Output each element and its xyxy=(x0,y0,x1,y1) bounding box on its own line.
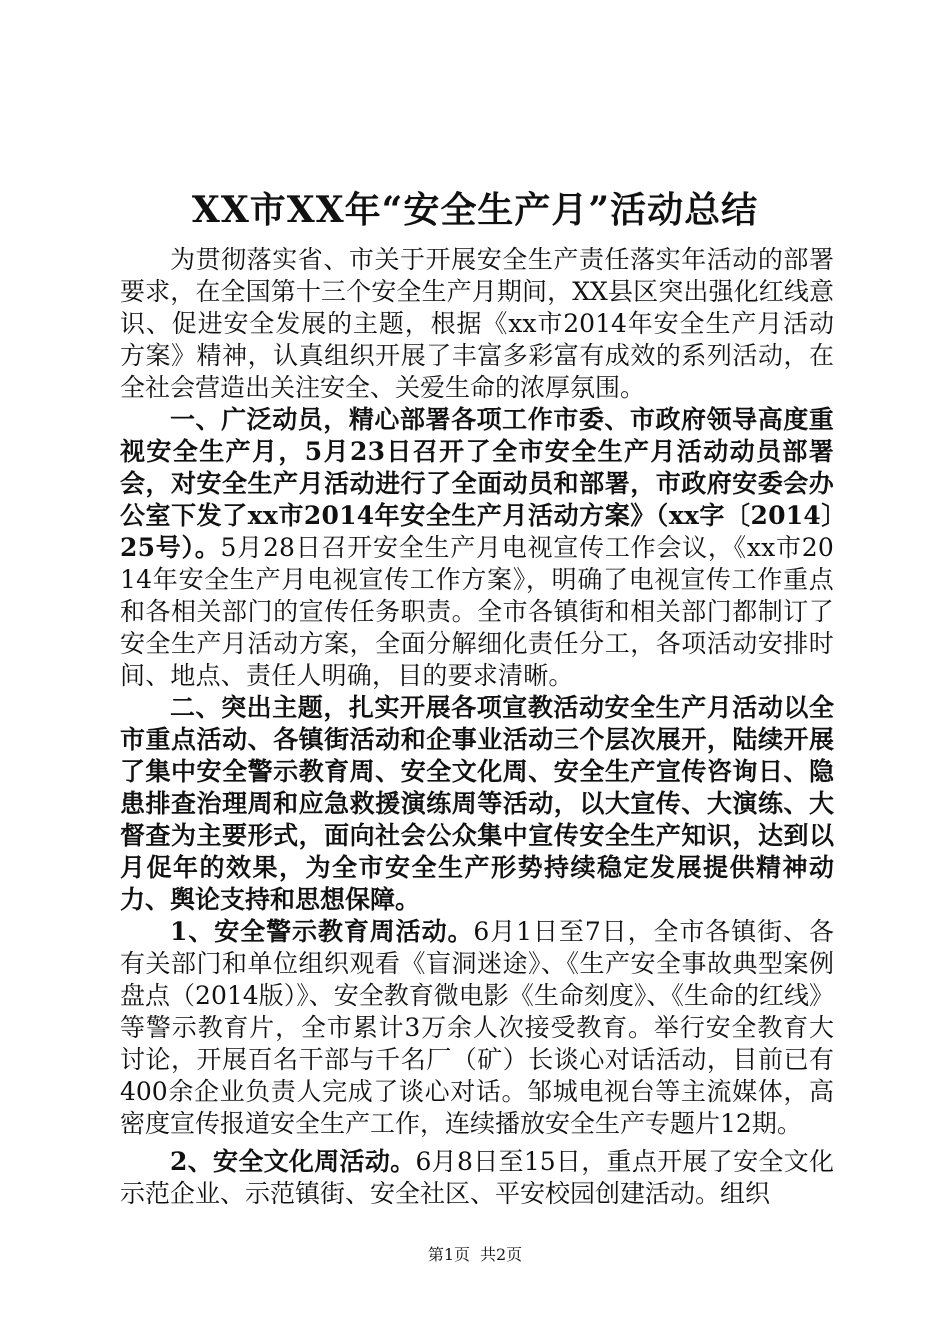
paragraph-section-2 xyxy=(120,692,834,916)
paragraph-section-1-continued: 5月28日召开安全生产月电视宣传工作会议，《xx市2014年安全生产月电视宣传工作方案》，明确了电视宣传工作重点和各相关部门的宣传任务职责。全市各镇街和相关部门都制订了安全生产月活动方案，全面分解细化责任分工，各项活动安排时间、地点、责任人明确，目的要求清晰。 xyxy=(120,533,834,690)
paragraph-item-2 xyxy=(120,1146,834,1210)
paragraph-section-1 xyxy=(120,404,834,692)
page-total: 共2页 xyxy=(480,1245,523,1264)
paragraph-item-1-text: 6月1日至7日，全市各镇街、各有关部门和单位组织观看《盲洞迷途》、《生产安全事故典型案例盘点（2014版）》、安全教育微电影《生命刻度》、《生命的红线》等警示教育片，全市累计3万余人次接受教育。举行安全教育大讨论，开展百名干部与千名厂（矿）长谈心对话活动，目前已有400余企业负责人完成了谈心对话。邹城电视台等主流媒体，高密度宣传报道安全生产工作，连续播放安全生产专题片12期。 xyxy=(120,917,834,1138)
paragraph-item-2-lead: 2、安全文化周活动。 xyxy=(170,1147,416,1176)
paragraph-item-1 xyxy=(120,916,834,1140)
paragraph-item-1-lead: 1、安全警示教育周活动。 xyxy=(170,917,474,946)
paragraph-section-1-text: 一、广泛动员，精心部署各项工作市委、市政府领导高度重视安全生产月，5月23日召开了全市安全生产月活动动员部署会，对安全生产月活动进行了全面动员和部署，市政府安委会办公室下发了xx市2014年安全生产月活动方案》（xx字〔2014〕25号）。 xyxy=(120,405,834,562)
paragraph-intro-text: 为贯彻落实省、市关于开展安全生产责任落实年活动的部署要求，在全国第十三个安全生产月期间，XX县区突出强化红线意识、促进安全发展的主题，根据《xx市2014年安全生产月活动方案》精神，认真组织开展了丰富多彩富有成效的系列活动，在全社会营造出关注安全、关爱生命的浓厚氛围。 xyxy=(120,245,834,402)
paragraph-section-2-text: 二、突出主题，扎实开展各项宣教活动安全生产月活动以全市重点活动、各镇街活动和企事业活动三个层次展开，陆续开展了集中安全警示教育周、安全文化周、安全生产宣传咨询日、隐患排查治理周和应急救援演练周等活动，以大宣传、大演练、大督查为主要形式，面向社会公众集中宣传安全生产知识，达到以月促年的效果，为全市安全生产形势持续稳定发展提供精神动力、舆论支持和思想保障。 xyxy=(120,693,834,914)
paragraph-intro xyxy=(120,244,834,404)
paragraph-item-2-text: 6月8日至15日，重点开展了安全文化示范企业、示范镇街、安全社区、平安校园创建活动。组织 xyxy=(120,1147,834,1208)
page-number: 第1页 xyxy=(427,1245,470,1264)
page-footer xyxy=(0,1245,950,1265)
document-title: XX市XX年“安全生产月”活动总结 xyxy=(191,189,759,231)
document-body xyxy=(120,244,834,1210)
